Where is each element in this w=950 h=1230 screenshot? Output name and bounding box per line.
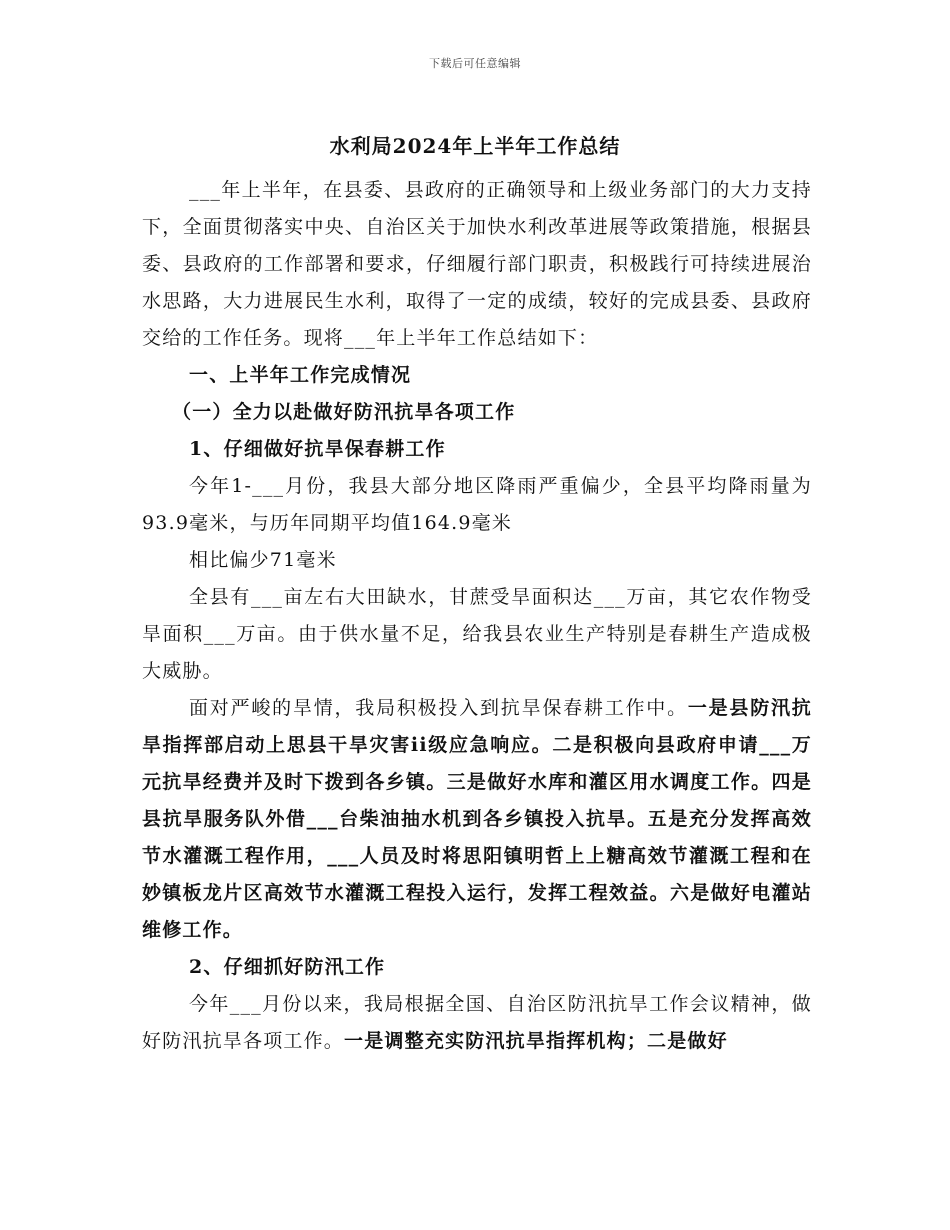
flood-lead-text: 今年___月份以来，我局根据全国、自治区防汛抗旱工作会议精神，做好防汛抗旱各项工作。 <box>142 993 812 1052</box>
subsection-heading-1: （一）全力以赴做好防汛抗旱各项工作 <box>172 401 516 423</box>
flood-control-paragraph <box>142 986 812 1060</box>
document-body <box>142 172 812 1060</box>
drought-measures-paragraph <box>142 690 812 949</box>
measures-bold-text: 一是县防汛抗旱指挥部启动上思县干旱灾害ii级应急响应。二是积极向县政府申请___万元抗旱经费并及时下拨到各乡镇。三是做好水库和灌区用水调度工作。四是县抗旱服务队外借___台柴油抽水机到各乡镇投入抗旱。五是充分发挥高效节水灌溉工程作用，___人员及时将思阳镇明哲上上糖高效节灌溉工程和在妙镇板龙片区高效节水灌溉工程投入运行，发挥工程效益。六是做好电灌站维修工作。 <box>142 697 812 941</box>
item-heading-1: 1、仔细做好抗旱保春耕工作 <box>189 438 446 460</box>
intro-paragraph: ___年上半年，在县委、县政府的正确领导和上级业务部门的大力支持下，全面贯彻落实中央、自治区关于加快水利改革进展等政策措施，根据县委、县政府的工作部署和要求，仔细履行部门职责，积极践行可持续进展治水思路，大力进展民生水利，取得了一定的成绩，较好的完成县委、县政府交给的工作任务。现将___年上半年工作总结如下： <box>142 179 812 349</box>
flood-bold-text: 一是调整充实防汛抗旱指挥机构；二是做好 <box>344 1030 728 1052</box>
rainfall-paragraph: 今年1-___月份，我县大部分地区降雨严重偏少，全县平均降雨量为93.9毫米，与历年同期平均值164.9毫米 <box>142 475 812 534</box>
rainfall-deficit-line: 相比偏少71毫米 <box>189 549 337 571</box>
measures-lead-text: 面对严峻的旱情，我局积极投入到抗旱保春耕工作中。 <box>189 697 688 719</box>
page-header-note: 下载后可任意编辑 <box>429 57 521 70</box>
drought-impact-paragraph: 全县有___亩左右大田缺水，甘蔗受旱面积达___万亩，其它农作物受旱面积___万亩。由于供水量不足，给我县农业生产特别是春耕生产造成极大威胁。 <box>142 586 812 682</box>
section-heading-1: 一、上半年工作完成情况 <box>189 364 412 386</box>
item-heading-2: 2、仔细抓好防汛工作 <box>189 956 386 978</box>
document-title: 水利局2024年上半年工作总结 <box>329 134 621 158</box>
